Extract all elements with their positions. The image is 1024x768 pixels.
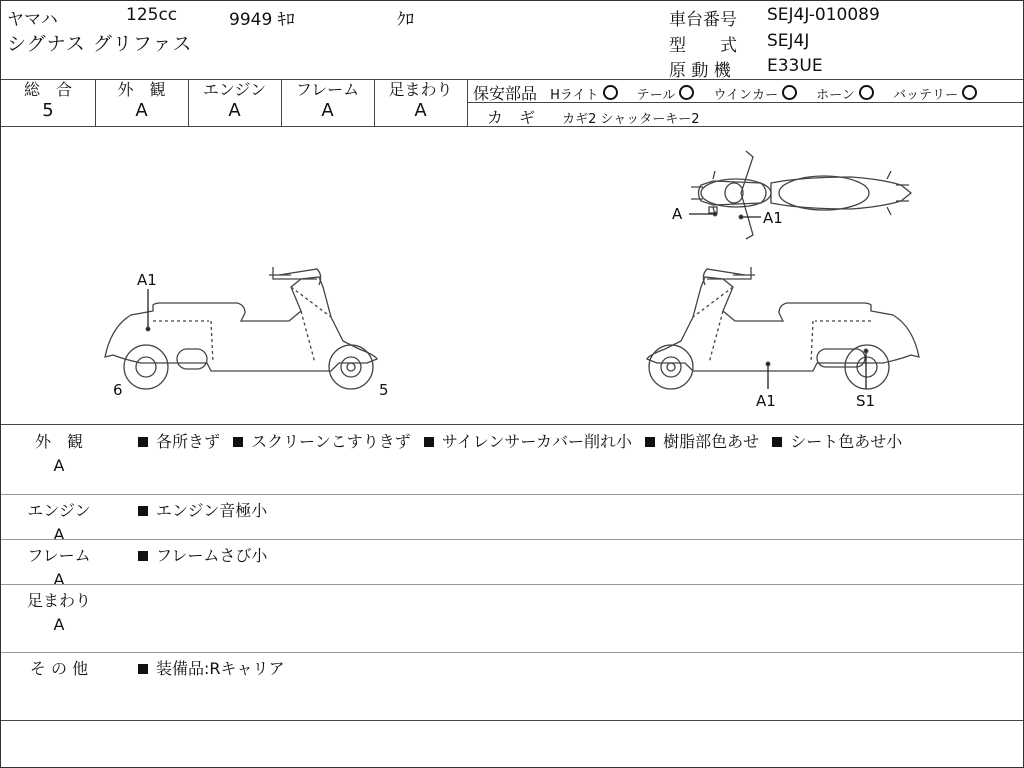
color: ｸﾛ — [397, 10, 414, 30]
diag-label: A1 — [763, 209, 783, 227]
safety-item: ウインカー — [713, 88, 779, 103]
maker: ヤマハ — [7, 10, 58, 30]
section-grade: A — [53, 615, 65, 634]
key-value: カギ2 シャッターキー2 — [562, 112, 700, 127]
grade-label: エンジン — [202, 80, 267, 99]
note-item: フレームさび小 — [156, 546, 268, 565]
grade-value: A — [321, 100, 334, 121]
bullet-square-icon — [138, 664, 148, 674]
frame-notes — [138, 543, 267, 566]
section-grade: A — [53, 456, 65, 475]
scooter-right-view — [647, 267, 919, 389]
scooter-damage-diagram — [1, 127, 1023, 424]
note-item: シート色あせ小 — [790, 432, 903, 451]
note-item: サイレンサーカバー削れ小 — [441, 432, 633, 451]
diagram-bottom-rule — [1, 424, 1023, 425]
other-notes — [138, 656, 285, 679]
engine-label: 原 動 機 — [669, 61, 731, 81]
model-name: シグナス グリファス — [7, 33, 193, 55]
grade-overall — [1, 80, 95, 122]
diag-label: A — [672, 205, 683, 223]
scooter-top-view — [691, 151, 911, 239]
key-label: カ ギ — [487, 108, 536, 127]
note-item: エンジン音極小 — [156, 501, 268, 520]
type-label: 型 式 — [669, 36, 737, 56]
grade-engine — [188, 80, 281, 122]
damage-point — [739, 215, 743, 219]
safety-item: テール — [636, 88, 676, 103]
section-label: エンジン — [27, 501, 91, 520]
exterior-notes — [138, 429, 902, 452]
diag-label: A1 — [756, 392, 776, 410]
diag-label: 6 — [113, 381, 123, 399]
damage-point — [766, 362, 770, 366]
ok-circle-icon — [782, 85, 797, 100]
section-suspension-label — [19, 588, 99, 634]
bullet-square-icon — [645, 437, 655, 447]
key-row — [487, 105, 700, 128]
section-other-label — [19, 656, 99, 679]
notes-bottom-rule — [1, 720, 1023, 721]
section-divider — [1, 584, 1023, 585]
grade-label: 足まわり — [388, 80, 453, 99]
section-exterior-label — [19, 429, 99, 475]
section-grade: A — [53, 570, 65, 589]
diag-label: A1 — [137, 271, 157, 289]
section-label: フレーム — [27, 546, 91, 565]
section-grade: A — [53, 525, 65, 544]
mileage: 9949 ｷﾛ — [229, 10, 295, 30]
note-item: スクリーンこすりきず — [251, 432, 411, 451]
safety-item: バッテリー — [893, 88, 959, 103]
ok-circle-icon — [962, 85, 977, 100]
grade-value: A — [414, 100, 427, 121]
grade-value: 5 — [42, 100, 54, 121]
section-divider — [1, 652, 1023, 653]
bullet-square-icon — [138, 437, 148, 447]
damage-point — [864, 349, 868, 353]
grade-label: 総 合 — [23, 80, 72, 99]
diag-label: S1 — [856, 392, 876, 410]
section-frame-label — [19, 543, 99, 589]
safety-item: ホーン — [816, 88, 855, 103]
engine-notes — [138, 498, 267, 521]
displacement: 125cc — [126, 5, 178, 25]
ok-circle-icon — [603, 85, 618, 100]
safety-title: 保安部品 — [473, 84, 538, 103]
note-item: 各所きず — [156, 432, 221, 451]
bullet-square-icon — [233, 437, 243, 447]
grade-value: A — [135, 100, 148, 121]
grade-suspension — [374, 80, 467, 122]
col-divider — [467, 79, 468, 126]
safety-item: Hライト — [550, 88, 599, 103]
ok-circle-icon — [679, 85, 694, 100]
section-label: 足まわり — [26, 591, 91, 610]
damage-point — [713, 212, 717, 216]
grade-value: A — [228, 100, 241, 121]
chassis-value: SEJ4J-010089 — [767, 5, 880, 25]
grade-frame — [281, 80, 374, 122]
type-value: SEJ4J — [767, 31, 810, 51]
grade-label: フレーム — [295, 80, 360, 99]
engine-value: E33UE — [767, 56, 823, 76]
bullet-square-icon — [424, 437, 434, 447]
damage-point — [146, 327, 150, 331]
bullet-square-icon — [138, 551, 148, 561]
bullet-square-icon — [772, 437, 782, 447]
safety-parts-row — [473, 81, 977, 104]
diag-label: 5 — [379, 381, 389, 399]
grade-exterior — [95, 80, 188, 122]
section-engine-label — [19, 498, 99, 544]
bullet-square-icon — [138, 506, 148, 516]
chassis-label: 車台番号 — [669, 10, 737, 30]
ok-circle-icon — [859, 85, 874, 100]
grade-label: 外 観 — [117, 80, 166, 99]
section-label: そ の 他 — [29, 659, 89, 678]
note-item: 樹脂部色あせ — [663, 432, 760, 451]
section-label: 外 観 — [34, 432, 83, 451]
section-divider — [1, 539, 1023, 540]
note-item: 装備品:Rキャリア — [156, 659, 285, 678]
section-divider — [1, 494, 1023, 495]
